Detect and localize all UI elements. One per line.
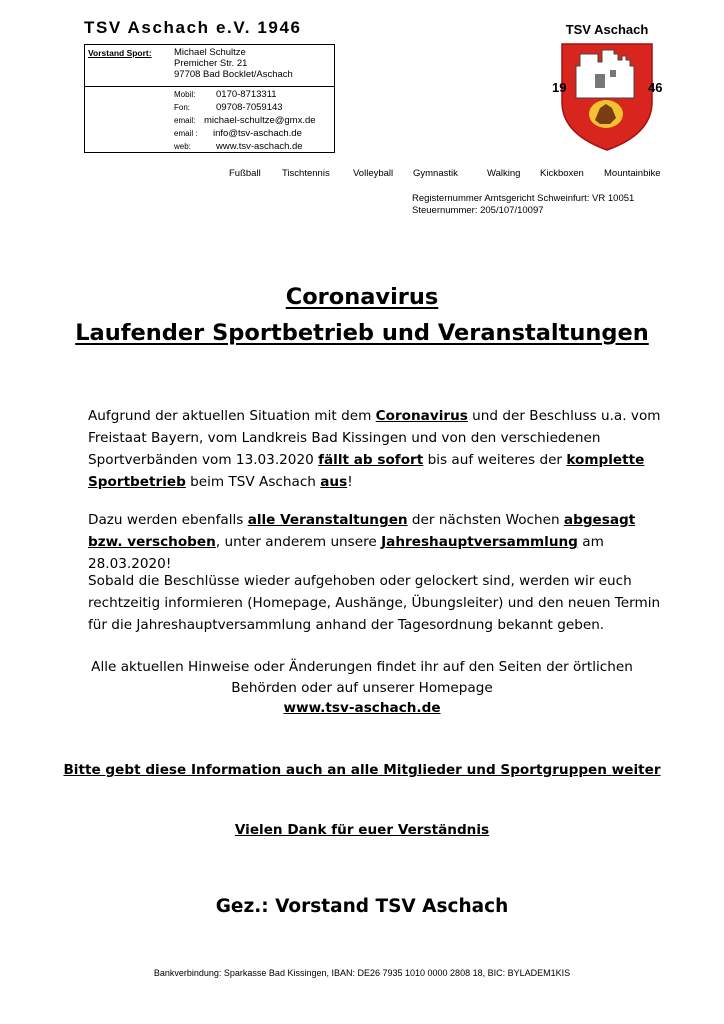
club-crest-logo <box>540 14 675 154</box>
contact-address <box>174 47 293 80</box>
crest-title-text: TSV Aschach <box>565 22 649 37</box>
headline-line-2: Laufender Sportbetrieb und Veranstaltungen <box>75 320 649 346</box>
contact-street: Premicher Str. 21 <box>174 58 248 69</box>
emphasis-text: fällt ab sofort <box>318 452 424 468</box>
sport-item: Tischtennis <box>282 168 330 179</box>
crest-year-left: 19 <box>552 80 567 95</box>
text-run: Dazu werden ebenfalls <box>88 512 248 528</box>
crest-castle-door <box>595 74 605 88</box>
sport-item: Gymnastik <box>413 168 458 179</box>
registry-info <box>412 193 634 217</box>
tax-number: Steuernummer: 205/107/10097 <box>412 205 544 216</box>
text-run: der nächsten Wochen <box>407 512 564 528</box>
contact-row-email-2 <box>174 128 302 139</box>
contact-value: www.tsv-aschach.de <box>216 141 303 152</box>
contact-value: 0170-8713311 <box>216 89 277 100</box>
notice-text: Bitte gebt diese Information auch an alle Mitglieder und Sportgruppen weiter <box>63 762 661 778</box>
paragraph-cancellation <box>88 405 668 493</box>
text-run: am 28.03.2020! <box>88 534 604 572</box>
contact-row-email-1 <box>174 115 316 126</box>
homepage-link-wrap <box>0 698 724 718</box>
thanks-text: Vielen Dank für euer Verständnis <box>234 822 490 838</box>
bank-details: Bankverbindung: Sparkasse Bad Kissingen, IBAN: DE26 7935 1010 0000 2808 18, BIC: BYLADEM1KIS <box>153 968 571 978</box>
contact-row-web <box>174 141 303 152</box>
paragraph-info-line-1: Alle aktuellen Hinweise oder Änderungen findet ihr auf den Seiten der örtlichen <box>91 659 633 675</box>
text-run: beim TSV Aschach <box>185 474 321 490</box>
contact-box <box>84 44 335 153</box>
sport-item: Walking <box>487 168 521 179</box>
emphasis-text: alle Veranstaltungen <box>247 512 408 528</box>
thanks-wrap <box>0 820 724 840</box>
contact-city: 97708 Bad Bocklet/Aschach <box>174 69 293 80</box>
sport-item: Fußball <box>229 168 261 179</box>
contact-key: Fon: <box>174 103 191 112</box>
contact-key: email: <box>174 116 196 125</box>
emphasis-text: Coronavirus <box>375 408 468 424</box>
contact-name: Michael Schultze <box>174 47 246 58</box>
registry-number: Registernummer Amtsgericht Schweinfurt: VR 10051 <box>412 193 635 204</box>
text-run: ! <box>347 474 353 490</box>
sport-item: Mountainbike <box>604 168 661 179</box>
contact-row-fon <box>174 102 283 113</box>
signature: Gez.: Vorstand TSV Aschach <box>215 896 509 917</box>
contact-key: email : <box>174 129 198 138</box>
contact-divider <box>85 86 334 87</box>
text-run: , unter anderem unsere <box>215 534 382 550</box>
contact-label: Vorstand Sport: <box>88 48 152 58</box>
contact-key: Mobil: <box>174 90 196 99</box>
text-run: bis auf weiteres der <box>423 452 567 468</box>
contact-key: web: <box>174 142 191 151</box>
headline-line-1: Coronavirus <box>285 284 439 310</box>
sport-item: Volleyball <box>353 168 394 179</box>
emphasis-text: Jahreshauptversammlung <box>381 534 578 550</box>
contact-value: michael-schultze@gmx.de <box>204 115 316 126</box>
crest-castle-window <box>610 70 616 77</box>
crest-year-right: 46 <box>648 80 663 95</box>
emphasis-text: abgesagt bzw. verschoben <box>88 512 636 550</box>
sport-item: Kickboxen <box>540 168 584 179</box>
paragraph-events <box>88 509 668 575</box>
paragraph-resume: Sobald die Beschlüsse wieder aufgehoben oder gelockert sind, werden wir euch rechtzeitig informieren (Homepage, Aushänge, Übungsleiter) und den neuen Termin für die Jahreshauptversammlung anhand der Tagesordnung bekannt geben. <box>88 573 661 633</box>
text-run: Aufgrund der aktuellen Situation mit dem <box>88 408 376 424</box>
contact-value: 09708-7059143 <box>216 102 283 113</box>
contact-value: info@tsv-aschach.de <box>213 128 302 139</box>
emphasis-text: aus <box>320 474 348 490</box>
paragraph-info-line-2: Behörden oder auf unserer Homepage <box>231 680 493 696</box>
notice-wrap <box>0 760 724 780</box>
text-run: und der Beschluss u.a. vom Freistaat Bayern, vom Landkreis Bad Kissingen und von den verschiedenen Sportverbänden vom 13.03.2020 <box>88 408 661 468</box>
contact-row-mobil <box>174 89 277 100</box>
organization-title: TSV Aschach e.V. 1946 <box>84 18 302 37</box>
homepage-link[interactable]: www.tsv-aschach.de <box>283 700 441 716</box>
emphasis-text: komplette Sportbetrieb <box>88 452 645 490</box>
